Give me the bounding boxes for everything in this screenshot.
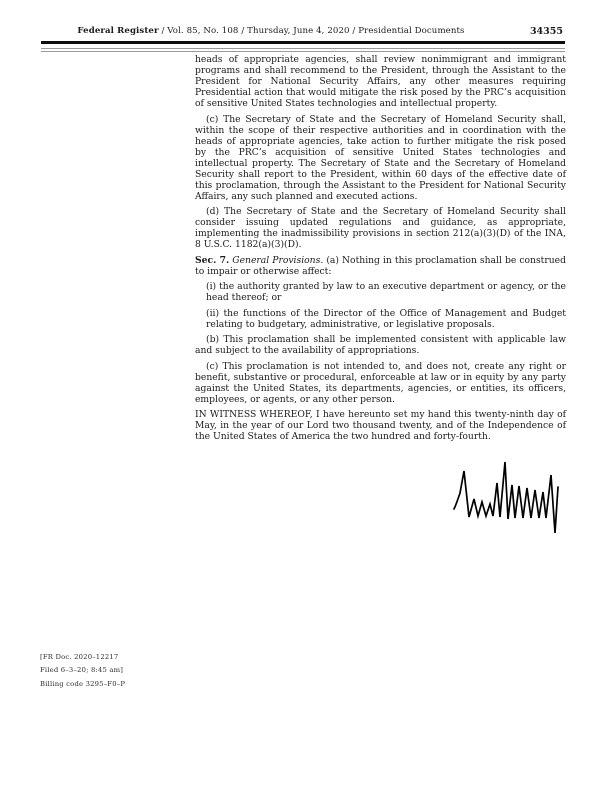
paragraph-sub-b: (b) This proclamation shall be implemented consistent with applicable law and subject to the availability of appropriations. bbox=[195, 334, 566, 356]
paragraph-witness: IN WITNESS WHEREOF, I have hereunto set my hand this twenty-ninth day of May, in the year of our Lord two thousand twenty, and of the Independence of the United States of America the two hundred and forty-fourth. bbox=[195, 409, 566, 442]
page-number: 34355 bbox=[529, 26, 563, 37]
trump-signature-icon bbox=[448, 459, 568, 539]
issue-info: / Vol. 85, No. 108 / Thursday, June 4, 2020 / Presidential Documents bbox=[158, 26, 465, 36]
paragraph-sec7 bbox=[195, 255, 566, 277]
paragraph-item-ii: (ii) the functions of the Director of the Office of Management and Budget relating to budgetary, administrative, or legislative proposals. bbox=[206, 307, 566, 330]
paragraph-sub-c2: (c) This proclamation is not intended to, and does not, create any right or benefit, substantive or procedural, enforceable at law or in equity by any party against the United States, its departments, agencies, or entities, its officers, employees, or agents, or any other person. bbox=[195, 360, 566, 405]
sec7-label: Sec. 7. bbox=[195, 254, 230, 266]
sec7-text: (a) Nothing in this proclamation shall be construed to impair or otherwise affect: bbox=[195, 254, 566, 277]
filed-line: Filed 6–3–20; 8:45 am] bbox=[40, 666, 124, 675]
header-rule-thick bbox=[41, 41, 565, 44]
header-rule-double bbox=[41, 48, 565, 52]
fr-doc-line: [FR Doc. 2020–12217 bbox=[40, 653, 119, 661]
running-head bbox=[41, 25, 565, 39]
document-body bbox=[195, 54, 566, 447]
publication-name: Federal Register bbox=[77, 26, 159, 36]
document-footer bbox=[40, 651, 125, 691]
billing-code-line: Billing code 3295–F0–P bbox=[40, 679, 126, 688]
paragraph-sub-d: (d) The Secretary of State and the Secretary of Homeland Security shall consider issuing updated regulations and guidance, as appropriate, implementing the inadmissibility provisions in section 212(a)(3)(D) of the INA, 8 U.S.C. 1182(a)(3)(D). bbox=[195, 206, 566, 250]
paragraph-continuation: heads of appropriate agencies, shall review nonimmigrant and immigrant programs and shall recommend to the President, through the Assistant to the President for National Security Affairs, any other measures requiring Presidential action that would mitigate the risk posed by the PRC’s acquisition of sensitive United States technologies and intellectual property. bbox=[195, 54, 566, 109]
running-head-title bbox=[41, 25, 501, 38]
sec7-title: General Provisions. bbox=[232, 254, 324, 266]
paragraph-item-i: (i) the authority granted by law to an executive department or agency, or the head thereof; or bbox=[206, 281, 566, 303]
presidential-signature bbox=[448, 459, 568, 539]
paragraph-sub-c: (c) The Secretary of State and the Secretary of Homeland Security shall, within the scope of their respective authorities and in coordination with the heads of appropriate agencies, take action to further mitigate the risk posed by the PRC’s acquisition of sensitive United States technologies and intellectual property. The Secretary of State and the Secretary of Homeland Security shall report to the President, within 60 days of the effective date of this proclamation, through the Assistant to the President for National Security Affairs, any such planned and executed actions. bbox=[195, 113, 566, 202]
